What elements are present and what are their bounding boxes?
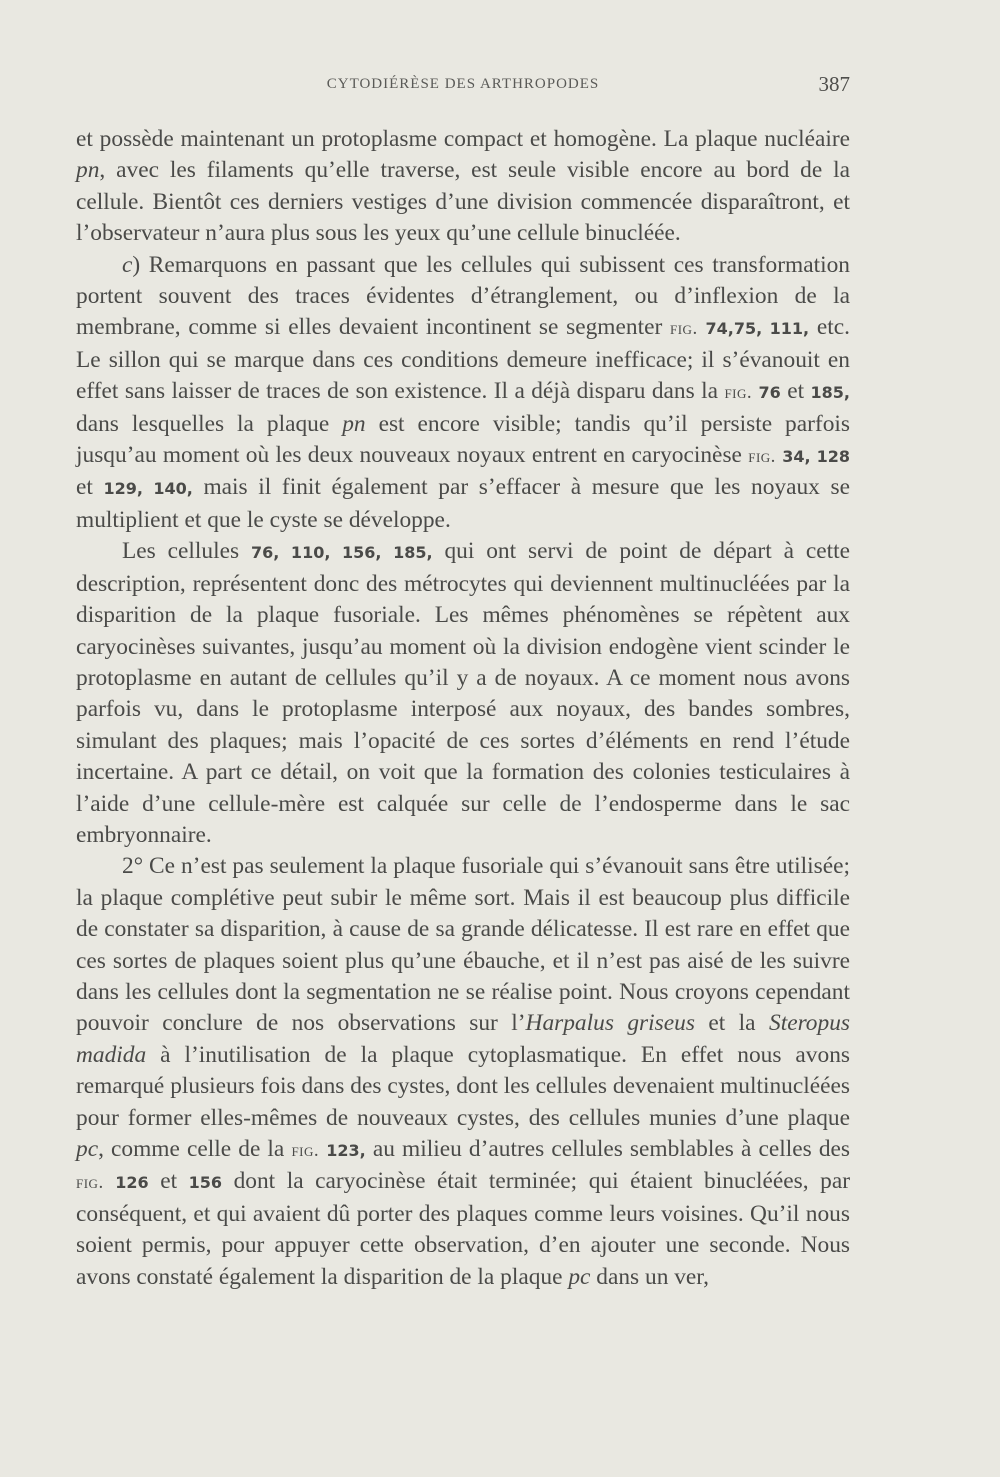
body-text — [76, 124, 850, 1293]
text-run: et — [76, 474, 104, 501]
running-head — [76, 72, 850, 102]
italic-term: pc — [76, 1136, 99, 1162]
paragraph — [76, 536, 850, 851]
running-title: CYTODIÉRÈSE DES ARTHROPODES — [326, 76, 600, 92]
text-run: etc. Le sillon qui se marque dans ces conditions demeure inefficace; il s’évanouit en effet sans laisser de traces de son existence. Il a déjà disparu dans la — [76, 314, 850, 405]
italic-term: pc — [568, 1263, 591, 1290]
text-run: et possède maintenant un protoplasme compact et homogène. La plaque nucléaire — [76, 126, 850, 152]
text-run: , avec les filaments qu’elle traverse, est seule visible encore au bord de la cellule. Bientôt ces derniers vestiges d’une division commencée disparaîtront, et l’observateur n’aura plus sous les yeux qu’une cellule binucléée. — [76, 157, 850, 247]
figure-number: 76, 110, 156, 185, — [250, 543, 433, 563]
text-run: mais il finit également par s’effacer à mesure que les noyaux se multiplient et que le cyste se développe. — [76, 474, 850, 533]
text-run: à l’inutilisation de la plaque cytoplasmatique. En effet nous avons remarqué plusieurs fois dans des cystes, dont les cellules devenaient multinucléées pour former elles-mêmes de nouveaux cystes, des cellules munies d’une plaque — [76, 1041, 850, 1131]
figure-ref-label: fig. — [291, 1140, 320, 1161]
italic-term: pn — [76, 157, 100, 184]
text-run: 2° Ce n’est pas seulement la plaque fusoriale qui s’évanouit sans être utilisée; la plaque complétive peut subir le même sort. Mais il est beaucoup plus difficile de constater sa disparition, à cause de sa grande délicatesse. Il est rare en effet que ces sortes de plaques soient plus qu’une ébauche, et il n’est pas aisé de les suivre dans les cellules dont la segmentation ne se réalise point. Nous croyons cependant pouvoir conclure de nos observations sur l’ — [76, 853, 850, 1037]
paragraph — [76, 851, 850, 1293]
text-run: et — [780, 378, 811, 405]
text-run: dont la caryocinèse était terminée; qui étaient binucléées, par conséquent, et qui avaient dû porter des plaques comme leurs voisines. Qu’il nous soient permis, pour appuyer cette observation, d’en ajouter une seconde. Nous avons constaté également la disparition de la plaque — [76, 1168, 850, 1290]
text-run: ) Remarquons en passant que les cellules qui subissent ces transformation portent souvent des traces évidentes d’étranglement, ou d’inflexion de la membrane, comme si elles devaient incontinent se segmenter — [76, 251, 850, 341]
italic-term: c — [122, 251, 133, 278]
text-run: et la — [694, 1010, 769, 1037]
text-run: et — [148, 1168, 189, 1195]
paragraph — [76, 124, 850, 250]
figure-number: 34, 128 — [782, 447, 850, 467]
figure-number: 129, 140, — [103, 479, 193, 499]
text-run: dans un ver, — [590, 1263, 710, 1290]
text-run: est encore visible; tandis qu’il persiste parfois jusqu’au moment où les deux nouveaux noyaux entrent en caryocinèse — [76, 410, 851, 469]
paragraph — [76, 250, 850, 537]
text-run — [104, 1168, 116, 1194]
figure-number: 123, — [326, 1141, 366, 1160]
figure-number: 126 — [115, 1173, 149, 1193]
text-run: au milieu d’autres cellules semblables à celles des — [365, 1136, 850, 1162]
text-run: qui ont servi de point de départ à cette description, représentent donc des métrocytes qui deviennent multinucléées par la disparition de la plaque fusoriale. Les mêmes phénomènes se répètent aux caryocinèses suivantes, jusqu’au moment où la division endogène vient scinder le protoplasme en autant de cellules qu’il y a de noyaux. A ce moment nous avons parfois vu, dans le protoplasme interposé aux noyaux, des bandes sombres, simulant des plaques; mais l’opacité de ces sortes d’éléments en rend l’étude incertaine. A part ce détail, on voit que la formation des colonies testiculaires à l’aide d’une cellule-mère est calquée sur celle de l’endosperme dans le sac embryonnaire. — [76, 538, 850, 848]
italic-term: Harpalus griseus — [525, 1010, 695, 1037]
figure-ref-label: fig. — [670, 318, 698, 340]
figure-ref-label: fig. — [76, 1172, 104, 1194]
text-run: , comme celle de la — [98, 1136, 292, 1162]
figure-number: 76 — [758, 383, 781, 403]
figure-number: 156 — [188, 1173, 223, 1193]
text-run: Les cellules — [122, 538, 251, 565]
figure-ref-label: fig. — [748, 446, 776, 468]
italic-term: Steropus madida — [76, 1010, 850, 1068]
figure-ref-label: fig. — [724, 382, 753, 404]
italic-term: pn — [342, 410, 366, 437]
text-run: dans lesquelles la plaque — [76, 410, 343, 437]
page-number: 387 — [818, 72, 850, 96]
figure-number: 74,75, 111, — [705, 319, 810, 339]
figure-number: 185, — [810, 383, 850, 403]
